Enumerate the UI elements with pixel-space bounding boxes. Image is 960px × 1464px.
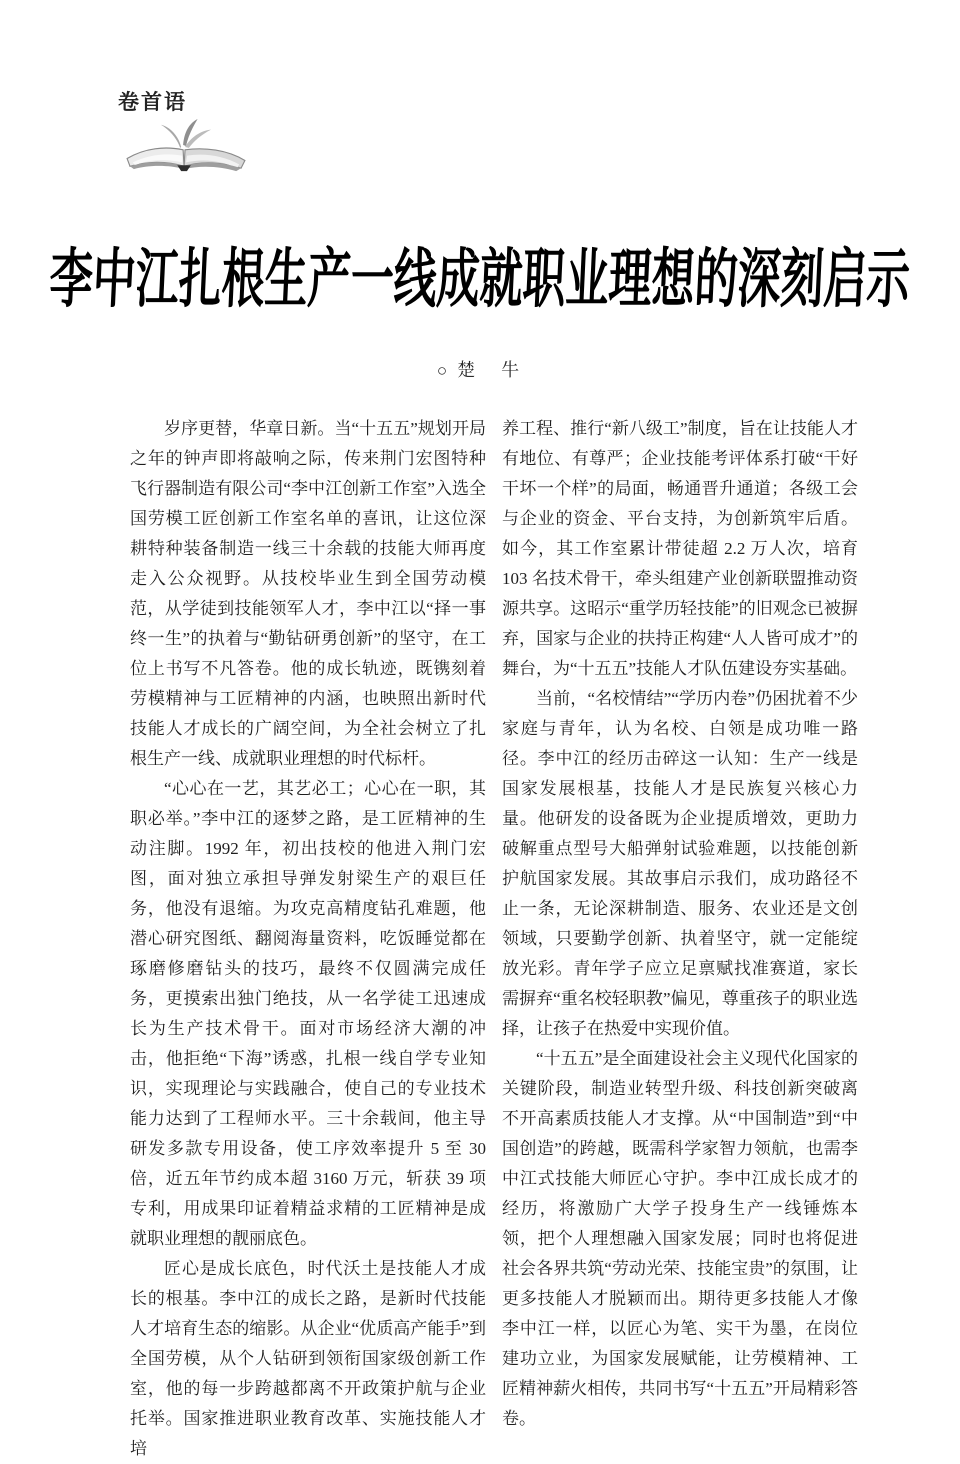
paragraph-continuation: 养工程、推行“新八级工”制度，旨在让技能人才有地位、有尊严；企业技能考评体系打破“干好干坏一个样”的局面，畅通晋升通道；各级工会与企业的资金、平台支持，为创新筑牢后盾。如今，其工作室累计带徒超 2.2 万人次，培育 103 名技术骨干，牵头组建产业创新联盟推动资源共享。这昭示“重学历轻技能”的旧观念已被摒弃，国家与企业的扶持正构建“人人皆可成才”的舞台，为“十五五”技能人才队伍建设夯实基础。 (502, 419, 858, 678)
paragraph: “心心在一艺，其艺必工；心心在一职，其职必举。”李中江的逐梦之路，是工匠精神的生动注脚。1992 年，初出技校的他进入荆门宏图，面对独立承担导弹发射梁生产的艰巨任务，他没有退缩。为攻克高精度钻孔难题，他潜心研究图纸、翻阅海量资料，吃饭睡觉都在琢磨修磨钻头的技巧，最终不仅圆满完成任务，更摸索出独门绝技，从一名学徒工迅速成长为生产技术骨干。面对市场经济大潮的冲击，他拒绝“下海”诱惑，扎根一线自学专业知识，实现理论与实践融合，使自己的专业技术能力达到了工程师水平。三十余载间，他主导研发多款专用设备，使工序效率提升 5 至 30 倍，近五年节约成本超 3160 万元，斩获 39 项专利，用成果印证着精益求精的工匠精神是成就职业理想的靓丽底色。 (130, 779, 486, 1248)
paragraph: “十五五”是全面建设社会主义现代化国家的关键阶段，制造业转型升级、科技创新突破离不开高素质技能人才支撑。从“中国制造”到“中国创造”的跨越，既需科学家智力领航，也需李中江式技能大师匠心守护。李中江成长成才的经历，将激励广大学子投身生产一线锤炼本领，把个人理想融入国家发展；同时也将促进社会各界共筑“劳动光荣、技能宝贵”的氛围，让更多技能人才脱颖而出。期待更多技能人才像李中江一样，以匠心为笔、实干为墨，在岗位建功立业，为国家发展赋能，让劳模精神、工匠精神薪火相传，共同书写“十五五”开局精彩答卷。 (502, 1049, 858, 1428)
paragraph: 当前，“名校情结”“学历内卷”仍困扰着不少家庭与青年，认为名校、白领是成功唯一路径。李中江的经历击碎这一认知：生产一线是国家发展根基，技能人才是民族复兴核心力量。他研发的设备既为企业提质增效，更助力破解重点型号大船弹射试验难题，以技能创新护航国家发展。其故事启示我们，成功路径不止一条，无论深耕制造、服务、农业还是文创领域，只要勤学创新、执着坚守，就一定能绽放光彩。青年学子应立足禀赋找准赛道，家长需摒弃“重名校轻职教”偏见，尊重孩子的职业选择，让孩子在热爱中实现价值。 (502, 689, 858, 1038)
column-right (502, 414, 858, 1464)
title-block (0, 224, 960, 324)
paragraph: 匠心是成长底色，时代沃土是技能人才成长的根基。李中江的成长之路，是新时代技能人才培育生态的缩影。从企业“优质高产能手”到全国劳模，从个人钻研到领衔国家级创新工作室，他的每一步跨越都离不开政策护航与企业托举。国家推进职业教育改革、实施技能人才培 (130, 1259, 486, 1458)
column-left (130, 414, 486, 1464)
paragraph: 岁序更替，华章日新。当“十五五”规划开局之年的钟声即将敲响之际，传来荆门宏图特种飞行器制造有限公司“李中江创新工作室”入选全国劳模工匠创新工作室名单的喜讯，让这位深耕特种装备制造一线三十余载的技能大师再度走入公众视野。从技校毕业生到全国劳动模范，从学徒到技能领军人才，李中江以“择一事终一生”的执着与“勤钻研勇创新”的坚守，在工位上书写不凡答卷。他的成长轨迹，既镌刻着劳模精神与工匠精神的内涵，也映照出新时代技能人才成长的广阔空间，为全社会树立了扎根生产一线、成就职业理想的时代标杆。 (130, 419, 486, 768)
masthead (118, 86, 278, 174)
author-byline (0, 356, 960, 382)
open-book-icon (120, 118, 252, 174)
author-name: 楚 牛 (457, 360, 524, 380)
article-body (130, 414, 858, 1464)
section-label: 卷首语 (118, 91, 187, 114)
article-title: 李中江扎根生产一线成就职业理想的深刻启示 (48, 244, 912, 316)
author-circle-marker: ○ (436, 361, 448, 380)
